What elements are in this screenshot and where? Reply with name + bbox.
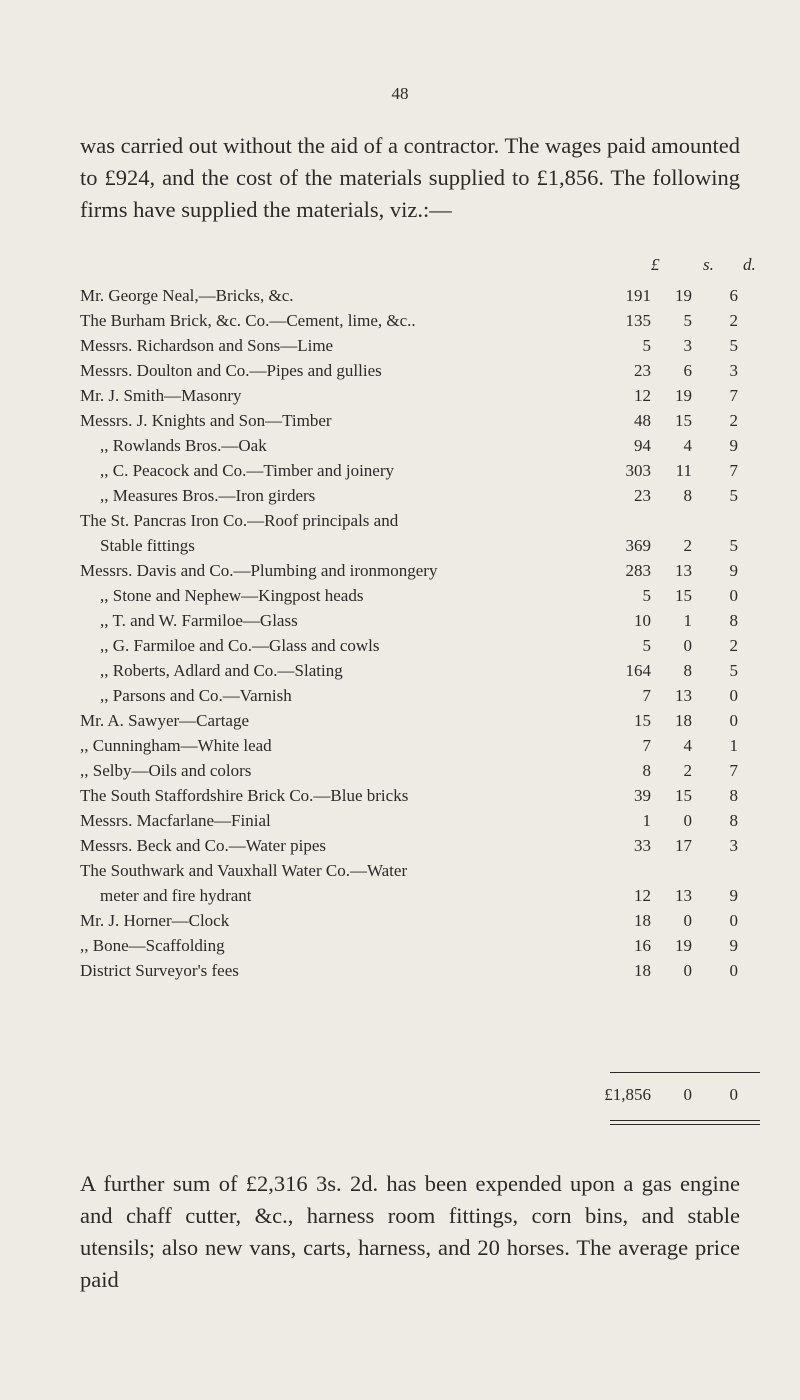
entry-label: Messrs. J. Knights and Son—Timber [80, 411, 332, 430]
entry-pence: 7 [729, 386, 738, 405]
entry-label: meter and fire hydrant [100, 886, 252, 905]
entry-pounds: 18 [634, 961, 651, 980]
entry-pounds: 94 [634, 436, 651, 455]
entry-label: ,, Bone—Scaffolding [80, 936, 225, 955]
ledger-row [80, 883, 760, 908]
entry-label: Mr. George Neal,—Bricks, &c. [80, 286, 294, 305]
entry-shillings: 1 [683, 611, 692, 630]
entry-pence: 2 [729, 411, 738, 430]
entry-label: The Southwark and Vauxhall Water Co.—Water [80, 861, 408, 880]
entry-pounds: 8 [642, 761, 651, 780]
entry-pence: 5 [729, 486, 738, 505]
entry-pounds: 12 [634, 886, 651, 905]
entry-pence: 3 [729, 836, 738, 855]
ledger-row [80, 858, 760, 883]
entry-shillings: 8 [683, 486, 692, 505]
entry-shillings: 6 [683, 361, 692, 380]
entry-shillings: 19 [675, 286, 692, 305]
entry-pounds: 5 [642, 336, 651, 355]
entry-pounds: 5 [642, 586, 651, 605]
entry-pence: 0 [729, 586, 738, 605]
entry-label: Mr. J. Horner—Clock [80, 911, 230, 930]
entry-shillings: 0 [683, 911, 692, 930]
ledger-row [80, 808, 760, 833]
entry-shillings: 0 [683, 961, 692, 980]
entry-shillings: 11 [675, 461, 692, 480]
entry-pounds: 303 [625, 461, 651, 480]
ledger-row [80, 783, 760, 808]
shillings-header: s. [703, 255, 714, 274]
entry-pence: 9 [729, 936, 738, 955]
entry-pence: 0 [729, 911, 738, 930]
entry-label: Messrs. Beck and Co.—Water pipes [80, 836, 327, 855]
entry-label: District Surveyor's fees [80, 961, 239, 980]
entry-pence: 1 [729, 736, 738, 755]
entry-label: ,, Rowlands Bros.—Oak [100, 436, 267, 455]
entry-pence: 9 [729, 561, 738, 580]
entry-label: Messrs. Richardson and Sons—Lime [80, 336, 334, 355]
intro-paragraph: was carried out without the aid of a contractor. The wages paid amounted to £924, and the cost of the materials supplied to £1,856. The following firms have supplied the materials, viz.:— [80, 133, 740, 222]
ledger-row [80, 758, 760, 783]
entry-shillings: 4 [683, 436, 692, 455]
entry-shillings: 13 [675, 886, 692, 905]
entry-pence: 8 [729, 611, 738, 630]
entry-shillings: 19 [675, 936, 692, 955]
entry-pounds: 369 [625, 536, 651, 555]
entry-shillings: 2 [683, 536, 692, 555]
ledger-row [80, 608, 760, 633]
total-top-rule [610, 1072, 760, 1073]
entry-shillings: 18 [675, 711, 692, 730]
entry-pence: 5 [729, 336, 738, 355]
entry-label: ,, Cunningham—White lead [80, 736, 272, 755]
ledger-row [80, 933, 760, 958]
pence-header: d. [743, 255, 756, 274]
entry-label: ,, Roberts, Adlard and Co.—Slating [100, 661, 343, 680]
entry-pounds: 10 [634, 611, 651, 630]
total-shillings: 0 [683, 1085, 692, 1104]
entry-shillings: 8 [683, 661, 692, 680]
entry-label: ,, T. and W. Farmiloe—Glass [100, 611, 298, 630]
entry-pounds: 191 [625, 286, 651, 305]
ledger-row [80, 283, 760, 308]
closing-paragraph: A further sum of £2,316 3s. 2d. has been expended upon a gas engine and chaff cutter, &c., harness room fittings, corn bins, and stable utensils; also new vans, carts, harness, and 20 horses. The average price paid [80, 1171, 740, 1292]
total-bottom-rule-1 [610, 1120, 760, 1121]
entry-label: The South Staffordshire Brick Co.—Blue bricks [80, 786, 409, 805]
entry-pence: 7 [729, 761, 738, 780]
ledger-row [80, 658, 760, 683]
entry-shillings: 13 [675, 686, 692, 705]
entry-pence: 3 [729, 361, 738, 380]
entry-pounds: 7 [642, 736, 651, 755]
entry-pounds: 48 [634, 411, 651, 430]
entry-label: Messrs. Macfarlane—Finial [80, 811, 271, 830]
entry-pence: 9 [729, 886, 738, 905]
ledger-row [80, 483, 760, 508]
entry-label: ,, G. Farmiloe and Co.—Glass and cowls [100, 636, 380, 655]
entry-shillings: 0 [683, 811, 692, 830]
total-pence: 0 [729, 1085, 738, 1104]
entry-shillings: 15 [675, 786, 692, 805]
entry-label: ,, Parsons and Co.—Varnish [100, 686, 292, 705]
ledger-row [80, 333, 760, 358]
ledger-row [80, 358, 760, 383]
ledger-row [80, 908, 760, 933]
entry-pounds: 39 [634, 786, 651, 805]
entry-pence: 0 [729, 961, 738, 980]
entry-shillings: 3 [683, 336, 692, 355]
ledger-row [80, 833, 760, 858]
entry-label: Stable fittings [100, 536, 195, 555]
entry-pounds: 1 [642, 811, 651, 830]
ledger-row [80, 533, 760, 558]
entry-pounds: 7 [642, 686, 651, 705]
entry-pounds: 5 [642, 636, 651, 655]
entry-shillings: 13 [675, 561, 692, 580]
entry-label: Mr. A. Sawyer—Cartage [80, 711, 250, 730]
entry-pence: 7 [729, 461, 738, 480]
entry-shillings: 19 [675, 386, 692, 405]
entry-shillings: 4 [683, 736, 692, 755]
entry-label: ,, Selby—Oils and colors [80, 761, 252, 780]
ledger-row [80, 733, 760, 758]
ledger-row [80, 383, 760, 408]
ledger-row [80, 583, 760, 608]
ledger-row [80, 633, 760, 658]
ledger-row [80, 708, 760, 733]
pounds-header: £ [651, 255, 660, 274]
ledger-row [80, 458, 760, 483]
ledger-row [80, 508, 760, 533]
entry-shillings: 15 [675, 411, 692, 430]
ledger-row [80, 408, 760, 433]
entry-label: Messrs. Doulton and Co.—Pipes and gullies [80, 361, 382, 380]
ledger-row [80, 558, 760, 583]
entry-shillings: 0 [683, 636, 692, 655]
entry-pounds: 23 [634, 361, 651, 380]
entry-shillings: 2 [683, 761, 692, 780]
ledger-row [80, 683, 760, 708]
entry-pence: 5 [729, 536, 738, 555]
entry-pounds: 135 [625, 311, 651, 330]
entry-pounds: 18 [634, 911, 651, 930]
page-number: 48 [391, 84, 409, 103]
entry-label: Messrs. Davis and Co.—Plumbing and ironmongery [80, 561, 438, 580]
entry-label: Mr. J. Smith—Masonry [80, 386, 242, 405]
entry-pence: 8 [729, 811, 738, 830]
entry-pounds: 283 [625, 561, 651, 580]
materials-ledger [80, 283, 760, 983]
entry-pence: 9 [729, 436, 738, 455]
entry-label: ,, C. Peacock and Co.—Timber and joinery [100, 461, 394, 480]
entry-pounds: 164 [625, 661, 651, 680]
entry-pounds: 12 [634, 386, 651, 405]
entry-pence: 2 [729, 636, 738, 655]
entry-label: ,, Measures Bros.—Iron girders [100, 486, 316, 505]
entry-pounds: 16 [634, 936, 651, 955]
ledger-row [80, 958, 760, 983]
entry-pounds: 23 [634, 486, 651, 505]
entry-label: The Burham Brick, &c. Co.—Cement, lime, &c.. [80, 311, 416, 330]
entry-pence: 0 [729, 686, 738, 705]
ledger-total-row [80, 1085, 760, 1110]
entry-pence: 0 [729, 711, 738, 730]
entry-shillings: 17 [675, 836, 692, 855]
entry-shillings: 15 [675, 586, 692, 605]
entry-pence: 8 [729, 786, 738, 805]
entry-label: ,, Stone and Nephew—Kingpost heads [100, 586, 364, 605]
entry-pounds: 33 [634, 836, 651, 855]
total-bottom-rule-2 [610, 1124, 760, 1125]
ledger-row [80, 433, 760, 458]
entry-pence: 2 [729, 311, 738, 330]
total-pounds: £1,856 [604, 1085, 651, 1104]
entry-pence: 5 [729, 661, 738, 680]
ledger-row [80, 308, 760, 333]
entry-shillings: 5 [683, 311, 692, 330]
entry-pence: 6 [729, 286, 738, 305]
entry-label: The St. Pancras Iron Co.—Roof principals and [80, 511, 399, 530]
entry-pounds: 15 [634, 711, 651, 730]
